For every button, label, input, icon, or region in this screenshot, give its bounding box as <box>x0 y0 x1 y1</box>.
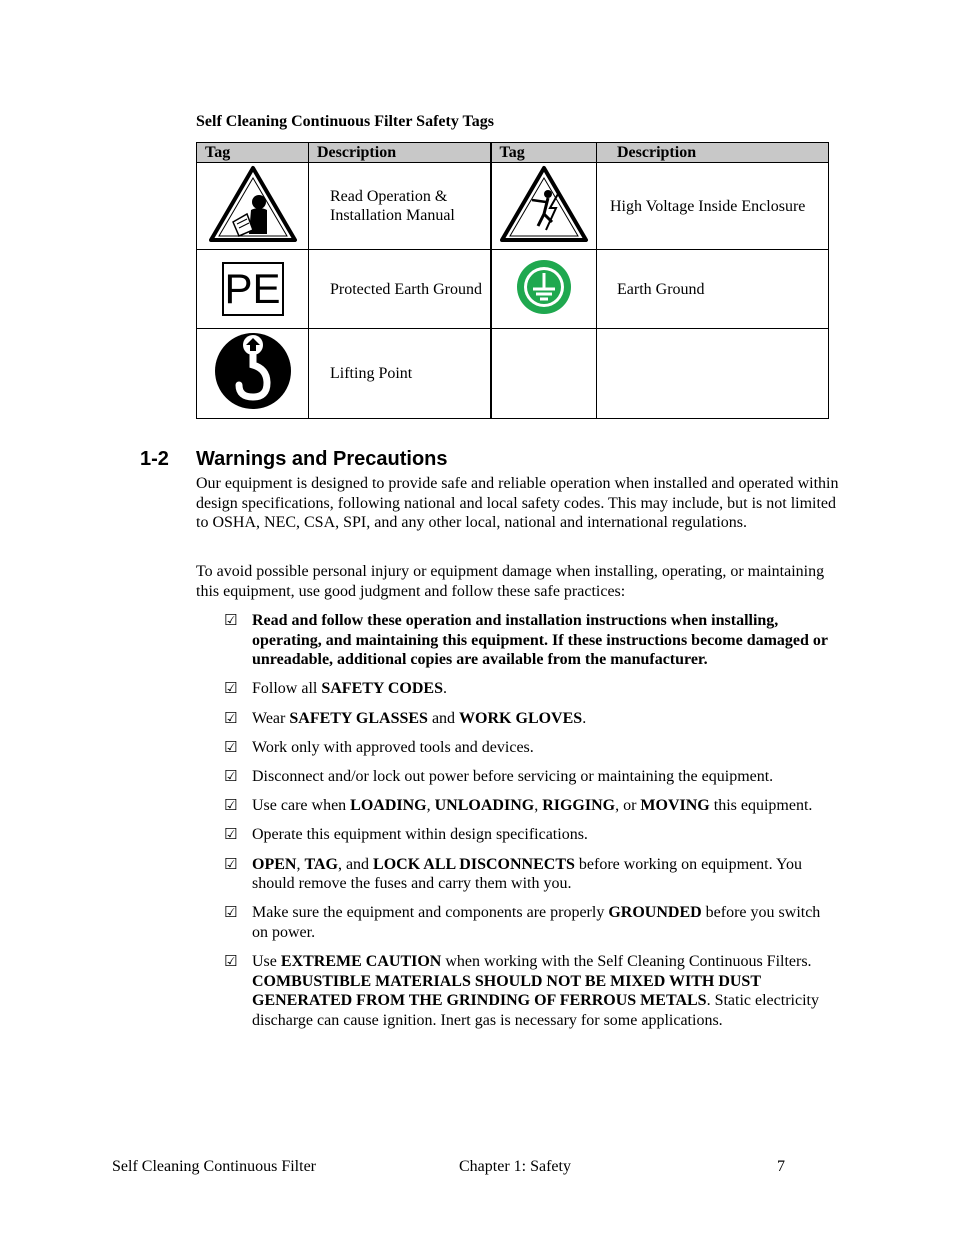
tag-cell-empty <box>491 329 597 419</box>
intro-paragraph: Our equipment is designed to provide safe and reliable operation when installed and operated within design specifications, following national and local safety codes. This may include, but is not limited to OSHA, NEC, CSA, SPI, and any other local, national and international regulations. <box>196 475 839 532</box>
checkbox-icon: ☑ <box>224 708 238 727</box>
checklist-text: TAG <box>304 855 338 873</box>
checklist-text: when working with the Self Cleaning Continuous Filters. <box>441 953 812 971</box>
checklist-item <box>224 796 839 816</box>
checklist-text: , or <box>615 797 641 815</box>
checklist-text: OPEN <box>252 855 297 873</box>
table-row <box>197 250 829 329</box>
checklist-item <box>224 611 839 670</box>
checklist-text: Operate this equipment within design specifications. <box>252 826 588 844</box>
checklist-text: Use <box>252 953 281 971</box>
checkbox-icon: ☑ <box>224 825 238 844</box>
checklist-text: before you switch on power. <box>252 904 821 941</box>
checklist-text: EXTREME CAUTION <box>280 953 442 971</box>
checklist-text: . Static electricity discharge can cause ignition. Inert gas is necessary for some applications. <box>252 992 819 1029</box>
lifting-hook-icon <box>213 331 293 411</box>
header-description: Description <box>309 143 491 163</box>
checklist-text: Wear <box>252 709 290 727</box>
checklist-text: . <box>582 709 587 727</box>
checklist-text: GROUNDED <box>608 904 702 922</box>
checkbox-icon: ☑ <box>224 903 238 922</box>
checklist-text: , <box>426 797 435 815</box>
checkbox-icon: ☑ <box>224 766 238 785</box>
tag-description: Earth Ground <box>597 250 829 329</box>
checkbox-icon: ☑ <box>224 611 238 629</box>
safety-checklist <box>224 611 839 1040</box>
footer-chapter: Chapter 1: Safety <box>459 1158 571 1175</box>
checklist-item <box>224 709 839 729</box>
table-row <box>197 163 829 250</box>
checklist-text: and <box>427 709 460 727</box>
checklist-text: , <box>534 797 543 815</box>
checklist-text: MOVING <box>640 797 710 815</box>
tag-description: Read Operation & Installation Manual <box>309 163 491 250</box>
checklist-text: this equipment. <box>709 797 813 815</box>
checklist-text: , <box>296 855 305 873</box>
table-row <box>197 329 829 419</box>
section-number: 1-2 <box>140 448 169 470</box>
section-title: Warnings and Precautions <box>196 448 448 470</box>
checkbox-icon: ☑ <box>224 796 238 815</box>
earth-ground-icon <box>515 258 573 316</box>
checklist-text: Make sure the equipment and components are properly <box>252 904 609 922</box>
checklist-text: before working on equipment. You should remove the fuses and carry them with you. <box>252 855 802 893</box>
checkbox-icon: ☑ <box>224 952 238 971</box>
checklist-text: Use care when <box>252 797 351 815</box>
checkbox-icon: ☑ <box>224 737 238 756</box>
tag-cell <box>197 163 309 250</box>
checklist-text: , and <box>337 855 374 873</box>
checklist-text: Disconnect and/or lock out power before servicing or maintaining the equipment. <box>252 767 774 785</box>
tag-cell <box>491 163 597 250</box>
tag-description: Lifting Point <box>309 329 491 419</box>
checklist-item <box>224 825 839 845</box>
tag-cell <box>491 250 597 329</box>
checklist-item <box>224 903 839 942</box>
checklist-text: Follow all <box>252 680 322 698</box>
checklist-item <box>224 767 839 787</box>
header-tag: Tag <box>197 143 309 163</box>
table-title: Self Cleaning Continuous Filter Safety Tags <box>196 113 494 130</box>
checklist-text: LOADING <box>350 797 427 815</box>
checklist-text: Work only with approved tools and devices. <box>252 738 534 756</box>
high-voltage-icon <box>498 164 590 244</box>
checklist-text: SAFETY GLASSES <box>289 709 428 727</box>
checklist-text: SAFETY CODES <box>321 680 443 698</box>
header-description-right: Description <box>597 143 829 163</box>
manual-warning-icon <box>207 164 299 244</box>
checklist-item <box>224 952 839 1030</box>
checklist-text: Read and follow these operation and installation instructions when installing, operating, and maintaining this equipment. If these instructions become damaged or unreadable, additional copies are available from the manufacturer. <box>252 612 828 669</box>
checklist-text: LOCK ALL DISCONNECTS <box>373 855 575 873</box>
checklist-item <box>224 855 839 894</box>
checklist-text: COMBUSTIBLE MATERIALS SHOULD NOT BE MIXED WITH DUST GENERATED FROM THE GRINDING OF FERROUS METALS <box>252 972 761 1010</box>
tag-description: High Voltage Inside Enclosure <box>597 163 829 250</box>
checklist-text: UNLOADING <box>434 797 535 815</box>
checkbox-icon: ☑ <box>224 854 238 873</box>
page-number: 7 <box>777 1158 785 1175</box>
safety-tags-table <box>196 142 829 419</box>
table-header-row <box>197 143 829 163</box>
pe-icon-label: PE <box>224 265 281 312</box>
tag-cell <box>197 329 309 419</box>
pe-icon <box>222 262 284 316</box>
checkbox-icon: ☑ <box>224 679 238 698</box>
tag-description-empty <box>597 329 829 419</box>
checklist-item <box>224 679 839 699</box>
tag-description: Protected Earth Ground <box>309 250 491 329</box>
checklist-item <box>224 738 839 758</box>
checklist-text: WORK GLOVES <box>459 709 583 727</box>
tag-cell <box>197 250 309 329</box>
header-tag-right: Tag <box>491 143 597 163</box>
section-heading <box>140 448 448 471</box>
checklist-text: RIGGING <box>542 797 616 815</box>
footer-title: Self Cleaning Continuous Filter <box>112 1158 316 1175</box>
checklist-text: . <box>443 680 447 698</box>
practices-paragraph: To avoid possible personal injury or equipment damage when installing, operating, or maintaining this equipment, use good judgment and follow these safe practices: <box>196 563 825 600</box>
